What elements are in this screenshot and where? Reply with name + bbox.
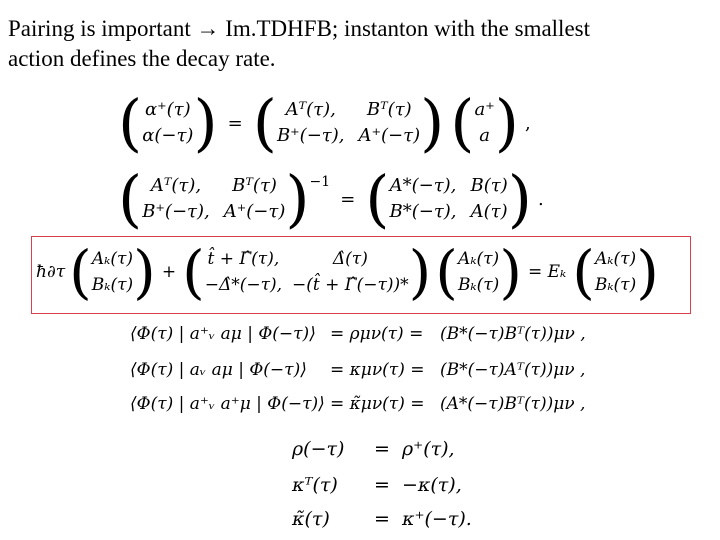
plus-sign: +: [161, 262, 177, 282]
right-paren: ): [494, 86, 519, 159]
density-equation-rho: [130, 324, 660, 344]
vector-entry: Bₖ(τ): [457, 275, 500, 295]
vector-entry: Bₖ(τ): [91, 275, 134, 295]
bogoliubov-matrix: [142, 174, 285, 224]
equation-quasiparticle-operators: [118, 86, 531, 159]
expectation-value: ⟨Φ(τ) | a⁺ᵥ aμ | Φ(−τ)⟩: [130, 324, 316, 344]
operator-vector: [475, 98, 495, 148]
lhs-entry: α(−τ): [142, 125, 194, 146]
density-equation-kappa: [130, 360, 660, 380]
right-paren: ): [285, 162, 310, 235]
amplitude-vector: [92, 247, 133, 297]
density-symbol: = ρμν(τ) =: [330, 324, 424, 344]
punctuation: .: [537, 188, 544, 210]
relation-rhs: ρ⁺(τ),: [402, 438, 455, 460]
expectation-value: ⟨Φ(τ) | aᵥ aμ | Φ(−τ)⟩: [130, 360, 307, 380]
vector-entry: Aₖ(τ): [458, 249, 500, 269]
right-paren: ): [420, 86, 445, 159]
equals-sign: =: [374, 474, 390, 496]
matrix-entry: B⁺(−τ),: [276, 125, 345, 146]
matrix-entry: Bᵀ(τ): [366, 99, 412, 120]
right-paren: ): [133, 238, 156, 306]
vector-entry: a: [479, 125, 490, 146]
vector-entry: Aₖ(τ): [594, 249, 637, 269]
relation-lhs: κ̃(τ): [292, 508, 330, 530]
left-paren: (: [435, 238, 458, 306]
left-paren: (: [182, 238, 205, 306]
density-equation-kappa-tilde: [130, 394, 660, 414]
symmetry-relation-rho: [292, 438, 562, 460]
left-paren: (: [450, 86, 475, 159]
matrix-entry: Aᵀ(τ),: [285, 99, 336, 120]
lhs-vector: [142, 98, 193, 148]
left-paren: (: [252, 86, 277, 159]
left-paren: (: [118, 86, 143, 159]
density-expression: (A*(−τ)Bᵀ(τ))μν ,: [440, 394, 586, 414]
equals-sign: =: [374, 508, 390, 530]
hfb-hamiltonian-matrix: [205, 247, 409, 297]
equals-sign: =: [374, 438, 390, 460]
matrix-entry: B(τ): [470, 175, 508, 196]
symmetry-relation-kappa-tilde: [292, 508, 562, 530]
matrix-entry: A*(−τ),: [389, 175, 457, 196]
matrix-entry: Δ̂(τ): [332, 249, 368, 269]
left-paren: (: [365, 162, 390, 235]
density-expression: (B*(−τ)Bᵀ(τ))μν ,: [440, 324, 586, 344]
vector-entry: Aₖ(τ): [91, 249, 134, 269]
relation-lhs: ρ(−τ): [292, 438, 345, 460]
inverse-exponent: −1: [309, 174, 331, 190]
vector-entry: Bₖ(τ): [594, 275, 637, 295]
relation-rhs: κ⁺(−τ).: [402, 508, 472, 530]
right-paren: ): [507, 162, 532, 235]
left-paren: (: [69, 238, 92, 306]
equals-sign: =: [227, 112, 243, 134]
expectation-value: ⟨Φ(τ) | a⁺ᵥ a⁺μ | Φ(−τ)⟩: [130, 394, 325, 414]
matrix-entry: −(t̂ + Γ̂(−τ))*: [292, 275, 409, 295]
density-symbol: = κ̃μν(τ) =: [330, 394, 425, 414]
right-paren: ): [636, 238, 659, 306]
equation-inverse-matrix: [118, 162, 544, 235]
right-paren: ): [193, 86, 218, 159]
time-derivative: ħ∂τ: [36, 262, 66, 282]
equation-imaginary-time-hfb: [36, 238, 659, 306]
punctuation: ,: [524, 112, 531, 134]
right-paren: ): [499, 238, 522, 306]
slide-heading: [8, 14, 718, 74]
amplitude-vector: [595, 247, 636, 297]
vector-entry: a⁺: [474, 99, 495, 120]
matrix-entry: t̂ + Γ̂(τ),: [207, 249, 280, 269]
amplitude-vector: [458, 247, 499, 297]
matrix-entry: B*(−τ),: [389, 201, 457, 222]
equals-sign: =: [340, 188, 356, 210]
matrix-entry: A⁺(−τ): [358, 125, 421, 146]
matrix-entry: Bᵀ(τ): [232, 175, 277, 196]
left-paren: (: [118, 162, 143, 235]
relation-lhs: κᵀ(τ): [292, 474, 338, 496]
heading-line-2: action defines the decay rate.: [8, 46, 276, 71]
matrix-entry: −Δ̂*(−τ),: [204, 275, 283, 295]
density-expression: (B*(−τ)Aᵀ(τ))μν ,: [440, 360, 586, 380]
symmetry-relation-kappa: [292, 474, 562, 496]
heading-line-1: Pairing is important → Im.TDHFB; instanton with the smallest: [8, 16, 590, 41]
eigenvalue-label: = Eₖ: [527, 262, 567, 282]
lhs-entry: α⁺(τ): [144, 99, 191, 120]
matrix-entry: A(τ): [470, 201, 508, 222]
bogoliubov-matrix: [277, 98, 420, 148]
density-symbol: = κμν(τ) =: [330, 360, 425, 380]
matrix-entry: Aᵀ(τ),: [150, 175, 202, 196]
right-paren: ): [408, 238, 432, 306]
inverse-result-matrix: [389, 174, 507, 224]
matrix-entry: B⁺(−τ),: [142, 201, 210, 222]
left-paren: (: [572, 238, 595, 306]
matrix-entry: A⁺(−τ): [223, 201, 286, 222]
relation-rhs: −κ(τ),: [402, 474, 462, 496]
